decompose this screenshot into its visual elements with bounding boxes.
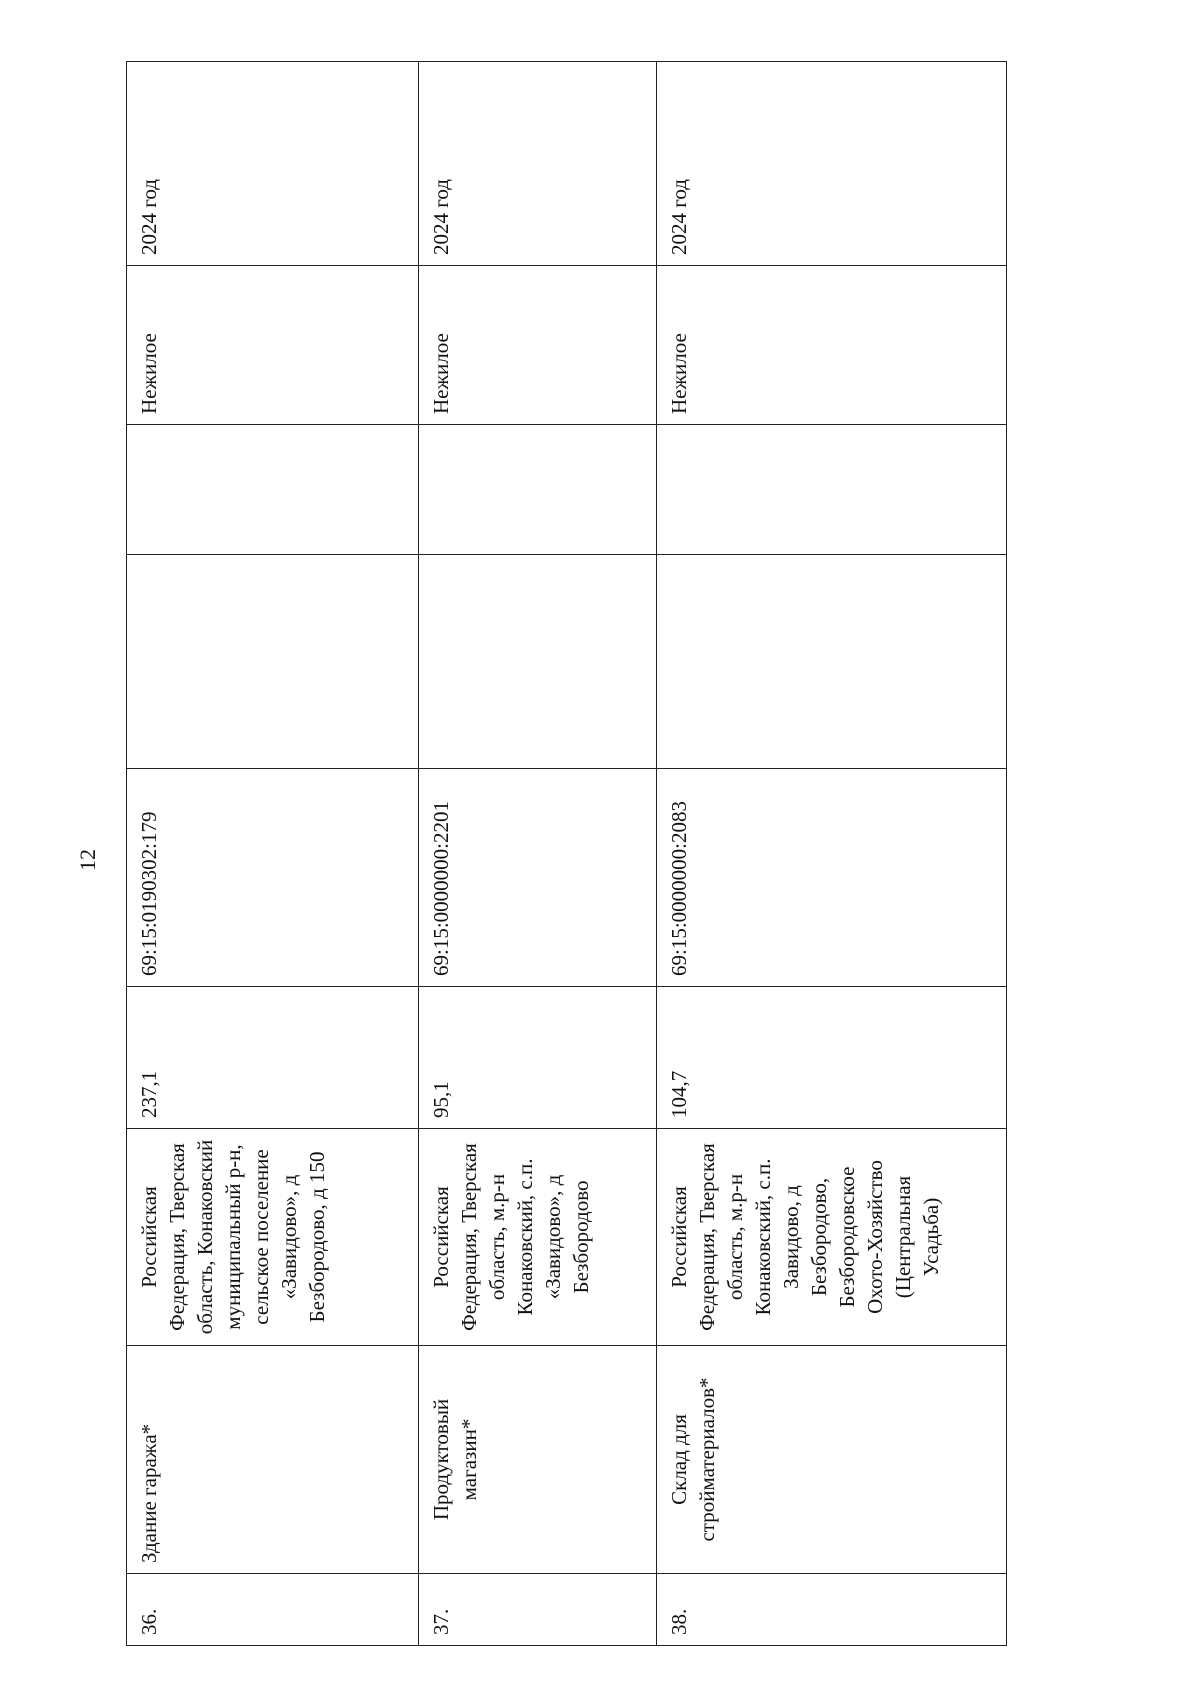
cadastral-number: 69:15:0000000:2083 (657, 769, 1007, 987)
object-address: Российская Федерация, Тверская область, м.р-н Конаковский, с.п. «Завидово», д Безбородово (419, 1129, 657, 1346)
property-table (126, 61, 1007, 1646)
table-row (657, 62, 1007, 1646)
row-index: 36. (127, 1574, 419, 1646)
row-index: 38. (657, 1574, 1007, 1646)
page-number: 12 (75, 849, 100, 871)
empty-cell (419, 555, 657, 769)
empty-cell (657, 555, 1007, 769)
table-row (127, 62, 419, 1646)
object-purpose: Нежилое (419, 266, 657, 425)
object-year: 2024 год (657, 62, 1007, 266)
object-name: Продуктовый магазин* (419, 1346, 657, 1574)
row-index: 37. (419, 1574, 657, 1646)
empty-cell (419, 425, 657, 555)
object-address: Российская Федерация, Тверская область, Конаковский муниципальный р-н, сельское поселение «Завидово», д Безбородово, д 150 (127, 1129, 419, 1346)
object-area: 237,1 (127, 987, 419, 1129)
property-table-container (126, 62, 1006, 1646)
object-year: 2024 год (419, 62, 657, 266)
empty-cell (127, 555, 419, 769)
object-purpose: Нежилое (127, 266, 419, 425)
empty-cell (657, 425, 1007, 555)
table-row (419, 62, 657, 1646)
cadastral-number: 69:15:0000000:2201 (419, 769, 657, 987)
object-area: 95,1 (419, 987, 657, 1129)
object-name: Склад для стройматериалов* (657, 1346, 1007, 1574)
object-name: Здание гаража* (127, 1346, 419, 1574)
object-year: 2024 год (127, 62, 419, 266)
empty-cell (127, 425, 419, 555)
cadastral-number: 69:15:0190302:179 (127, 769, 419, 987)
object-address: Российская Федерация, Тверская область, м.р-н Конаковский, с.п. Завидово, д Безбородово, Безбородовское Охото-Хозяйство (Центральная Усадьба) (657, 1129, 1007, 1346)
object-purpose: Нежилое (657, 266, 1007, 425)
object-area: 104,7 (657, 987, 1007, 1129)
